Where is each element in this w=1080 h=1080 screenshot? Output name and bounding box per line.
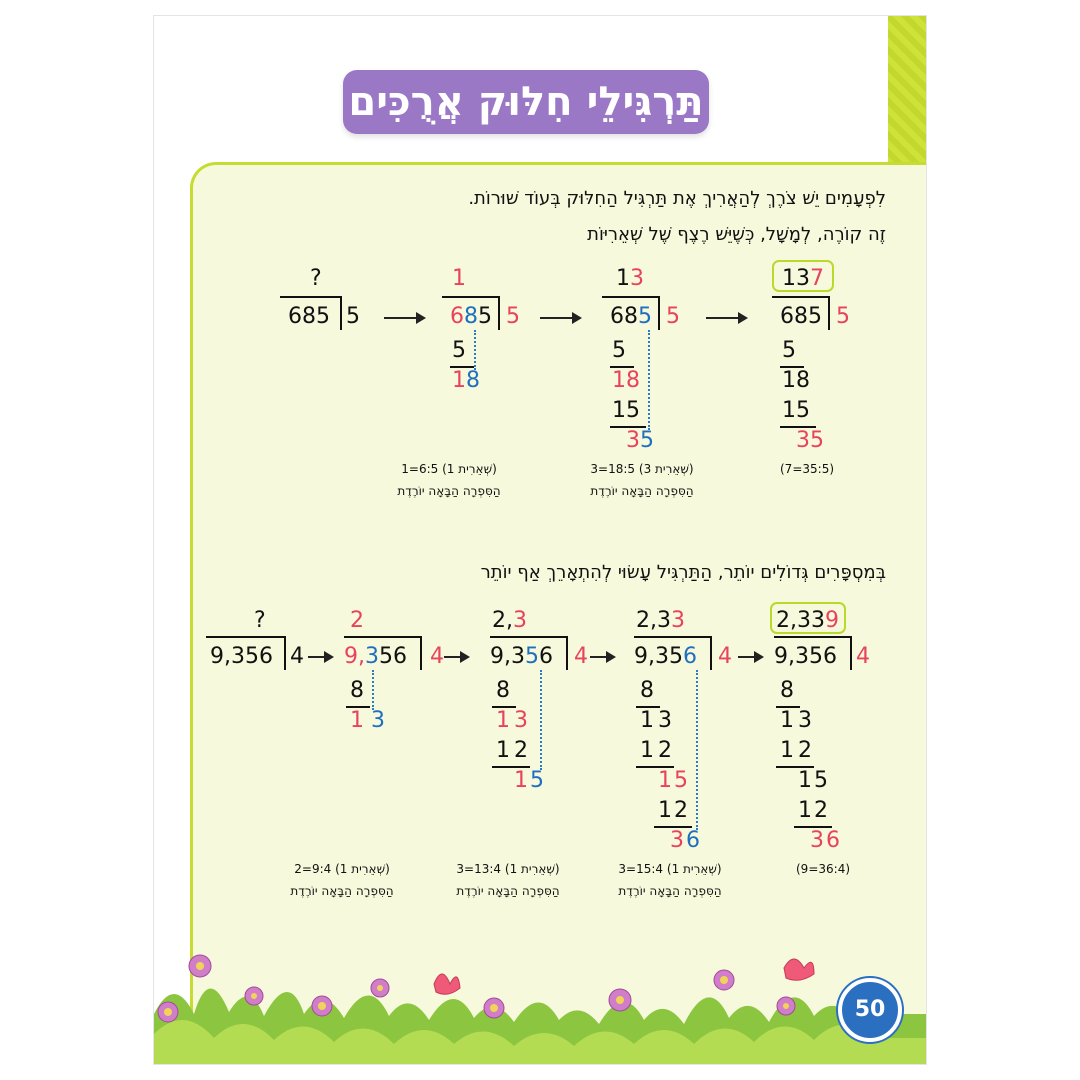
page-title: תַּרְגִּילֵי חִלּוּק אֲרֻכִּים bbox=[343, 70, 709, 134]
division-bar bbox=[602, 296, 660, 298]
dividend: 685 bbox=[780, 304, 822, 329]
divisor: 4 bbox=[856, 644, 870, 669]
page-number: 50 bbox=[838, 978, 902, 1042]
dividend: 9,356 bbox=[634, 644, 697, 669]
intro-line-3: בְּמִסְפָּרִים גְּדוֹלִים יוֹתֵר, הַתַּרְגִּיל עָשׂוּי לְהִתְאָרֵךְ אַף יוֹתֵר bbox=[480, 562, 886, 583]
note: (35:5=7) bbox=[779, 462, 835, 476]
divisor-bracket bbox=[498, 296, 500, 330]
division-bar bbox=[634, 636, 712, 638]
division-bar bbox=[206, 636, 286, 638]
subtrahend: 8 bbox=[496, 678, 510, 703]
subtrahend-3: 12 bbox=[658, 798, 690, 823]
ex1-step2 bbox=[442, 266, 582, 486]
bring-down-line bbox=[372, 670, 374, 710]
division-bar bbox=[344, 636, 422, 638]
divisor: 4 bbox=[290, 644, 304, 669]
divisor: 5 bbox=[346, 304, 360, 329]
dividend: 9,356 bbox=[490, 644, 553, 669]
subtrahend: 8 bbox=[350, 678, 364, 703]
quotient: 1 bbox=[452, 266, 466, 291]
division-bar bbox=[772, 296, 830, 298]
remainder-row: 36 bbox=[670, 828, 702, 853]
divisor-bracket bbox=[420, 636, 422, 670]
subtrahend: 8 bbox=[780, 678, 794, 703]
remainder-row: 15 bbox=[514, 768, 546, 793]
subtrahend: 8 bbox=[640, 678, 654, 703]
divisor: 4 bbox=[574, 644, 588, 669]
flower-meadow-illustration bbox=[154, 954, 926, 1064]
ex1-step3 bbox=[602, 266, 742, 486]
remainder-row: 1 3 bbox=[350, 708, 385, 733]
division-bar bbox=[490, 636, 568, 638]
row-2: 13 bbox=[780, 708, 816, 733]
arrow-icon bbox=[590, 656, 614, 658]
divisor: 4 bbox=[718, 644, 732, 669]
intro-line-1: לִפְעָמִים יֵשׁ צֹרֶךְ לְהַאֲרִיךְ אֶת תַּרְגִּיל הַחִלּוּק בְּעוֹד שׁוּרוֹת. bbox=[468, 188, 886, 209]
row-2: 13 bbox=[640, 708, 676, 733]
dividend: 9,356 bbox=[210, 644, 273, 669]
note: (שְׁאֵרִית 3) 18:5=3 הַסִּפְרָה הַבָּאָה יוֹרֶדֶת bbox=[590, 462, 694, 498]
divisor: 5 bbox=[836, 304, 850, 329]
arrow-icon bbox=[384, 317, 424, 319]
divisor-bracket bbox=[658, 296, 660, 330]
subtrahend-3: 12 bbox=[798, 798, 830, 823]
bring-down-line bbox=[648, 330, 650, 430]
row-3: 15 bbox=[658, 768, 690, 793]
note: (שְׁאֵרִית 1) 6:5=1 הַסִּפְרָה הַבָּאָה יוֹרֶדֶת bbox=[397, 462, 501, 498]
subtrahend-2: 12 bbox=[640, 738, 676, 763]
divisor: 4 bbox=[430, 644, 444, 669]
ex2-step4 bbox=[634, 608, 774, 853]
dividend: 9,356 bbox=[774, 644, 837, 669]
quotient: 2 bbox=[350, 608, 364, 633]
note: (36:4=9) bbox=[795, 862, 851, 876]
arrow-icon bbox=[706, 317, 746, 319]
arrow-icon bbox=[540, 317, 580, 319]
quotient: 2,33 bbox=[636, 608, 685, 633]
note: (שְׁאֵרִית 1) 9:4=2 הַסִּפְרָה הַבָּאָה יוֹרֶדֶת bbox=[290, 862, 394, 898]
divisor-bracket bbox=[850, 636, 852, 670]
note: (שְׁאֵרִית 1) 15:4=3 הַסִּפְרָה הַבָּאָה יוֹרֶדֶת bbox=[618, 862, 722, 898]
dividend: 685 bbox=[450, 304, 492, 329]
divisor-bracket bbox=[710, 636, 712, 670]
quotient: 2,339 bbox=[776, 608, 839, 633]
division-bar bbox=[774, 636, 852, 638]
subtrahend: 5 bbox=[452, 338, 466, 363]
divisor-bracket bbox=[340, 296, 342, 330]
workbook-page bbox=[154, 16, 926, 1064]
dividend: 685 bbox=[610, 304, 652, 329]
row-2: 13 bbox=[496, 708, 532, 733]
divisor: 5 bbox=[506, 304, 520, 329]
quotient: 2,3 bbox=[492, 608, 527, 633]
arrow-icon bbox=[738, 656, 762, 658]
note: (שְׁאֵרִית 1) 13:4=3 הַסִּפְרָה הַבָּאָה יוֹרֶדֶת bbox=[456, 862, 560, 898]
intro-line-2: זֶה קוֹרֶה, לְמָשָׁל, כְּשֶׁיֵּשׁ רֶצֶף שֶׁל שְׁאֵרִיּוֹת bbox=[587, 224, 886, 245]
row-3: 35 bbox=[796, 428, 824, 453]
quotient: 13 bbox=[616, 266, 644, 291]
row-2: 18 bbox=[612, 368, 640, 393]
question-mark: ? bbox=[254, 608, 266, 633]
dividend: 685 bbox=[288, 304, 330, 329]
ex1-step4 bbox=[772, 266, 912, 486]
arrow-icon bbox=[444, 656, 468, 658]
bring-down-line bbox=[540, 670, 542, 770]
divisor-bracket bbox=[566, 636, 568, 670]
division-bar bbox=[442, 296, 500, 298]
division-bar bbox=[280, 296, 342, 298]
bring-down-line bbox=[474, 330, 476, 370]
subtrahend-2: 15 bbox=[612, 398, 640, 423]
arrow-icon bbox=[308, 656, 332, 658]
ex2-step2 bbox=[344, 608, 484, 828]
subtrahend: 5 bbox=[782, 338, 796, 363]
row-4: 36 bbox=[810, 828, 842, 853]
ex1-step1 bbox=[280, 266, 420, 486]
subtrahend-2: 12 bbox=[780, 738, 816, 763]
dividend: 9,356 bbox=[344, 644, 407, 669]
ex2-step1 bbox=[206, 608, 346, 828]
question-mark: ? bbox=[310, 266, 322, 291]
subtrahend-2: 15 bbox=[782, 398, 810, 423]
remainder-row: 35 bbox=[626, 428, 654, 453]
divisor-bracket bbox=[284, 636, 286, 670]
subtrahend: 5 bbox=[612, 338, 626, 363]
ex2-step5 bbox=[774, 608, 914, 853]
ex2-step3 bbox=[490, 608, 630, 828]
subtrahend-2: 12 bbox=[496, 738, 532, 763]
divisor-bracket bbox=[828, 296, 830, 330]
bring-down-line bbox=[696, 670, 698, 830]
divisor: 5 bbox=[666, 304, 680, 329]
remainder-row: 18 bbox=[452, 368, 480, 393]
row-3: 15 bbox=[798, 768, 830, 793]
row-2: 18 bbox=[782, 368, 810, 393]
quotient: 137 bbox=[782, 266, 824, 291]
